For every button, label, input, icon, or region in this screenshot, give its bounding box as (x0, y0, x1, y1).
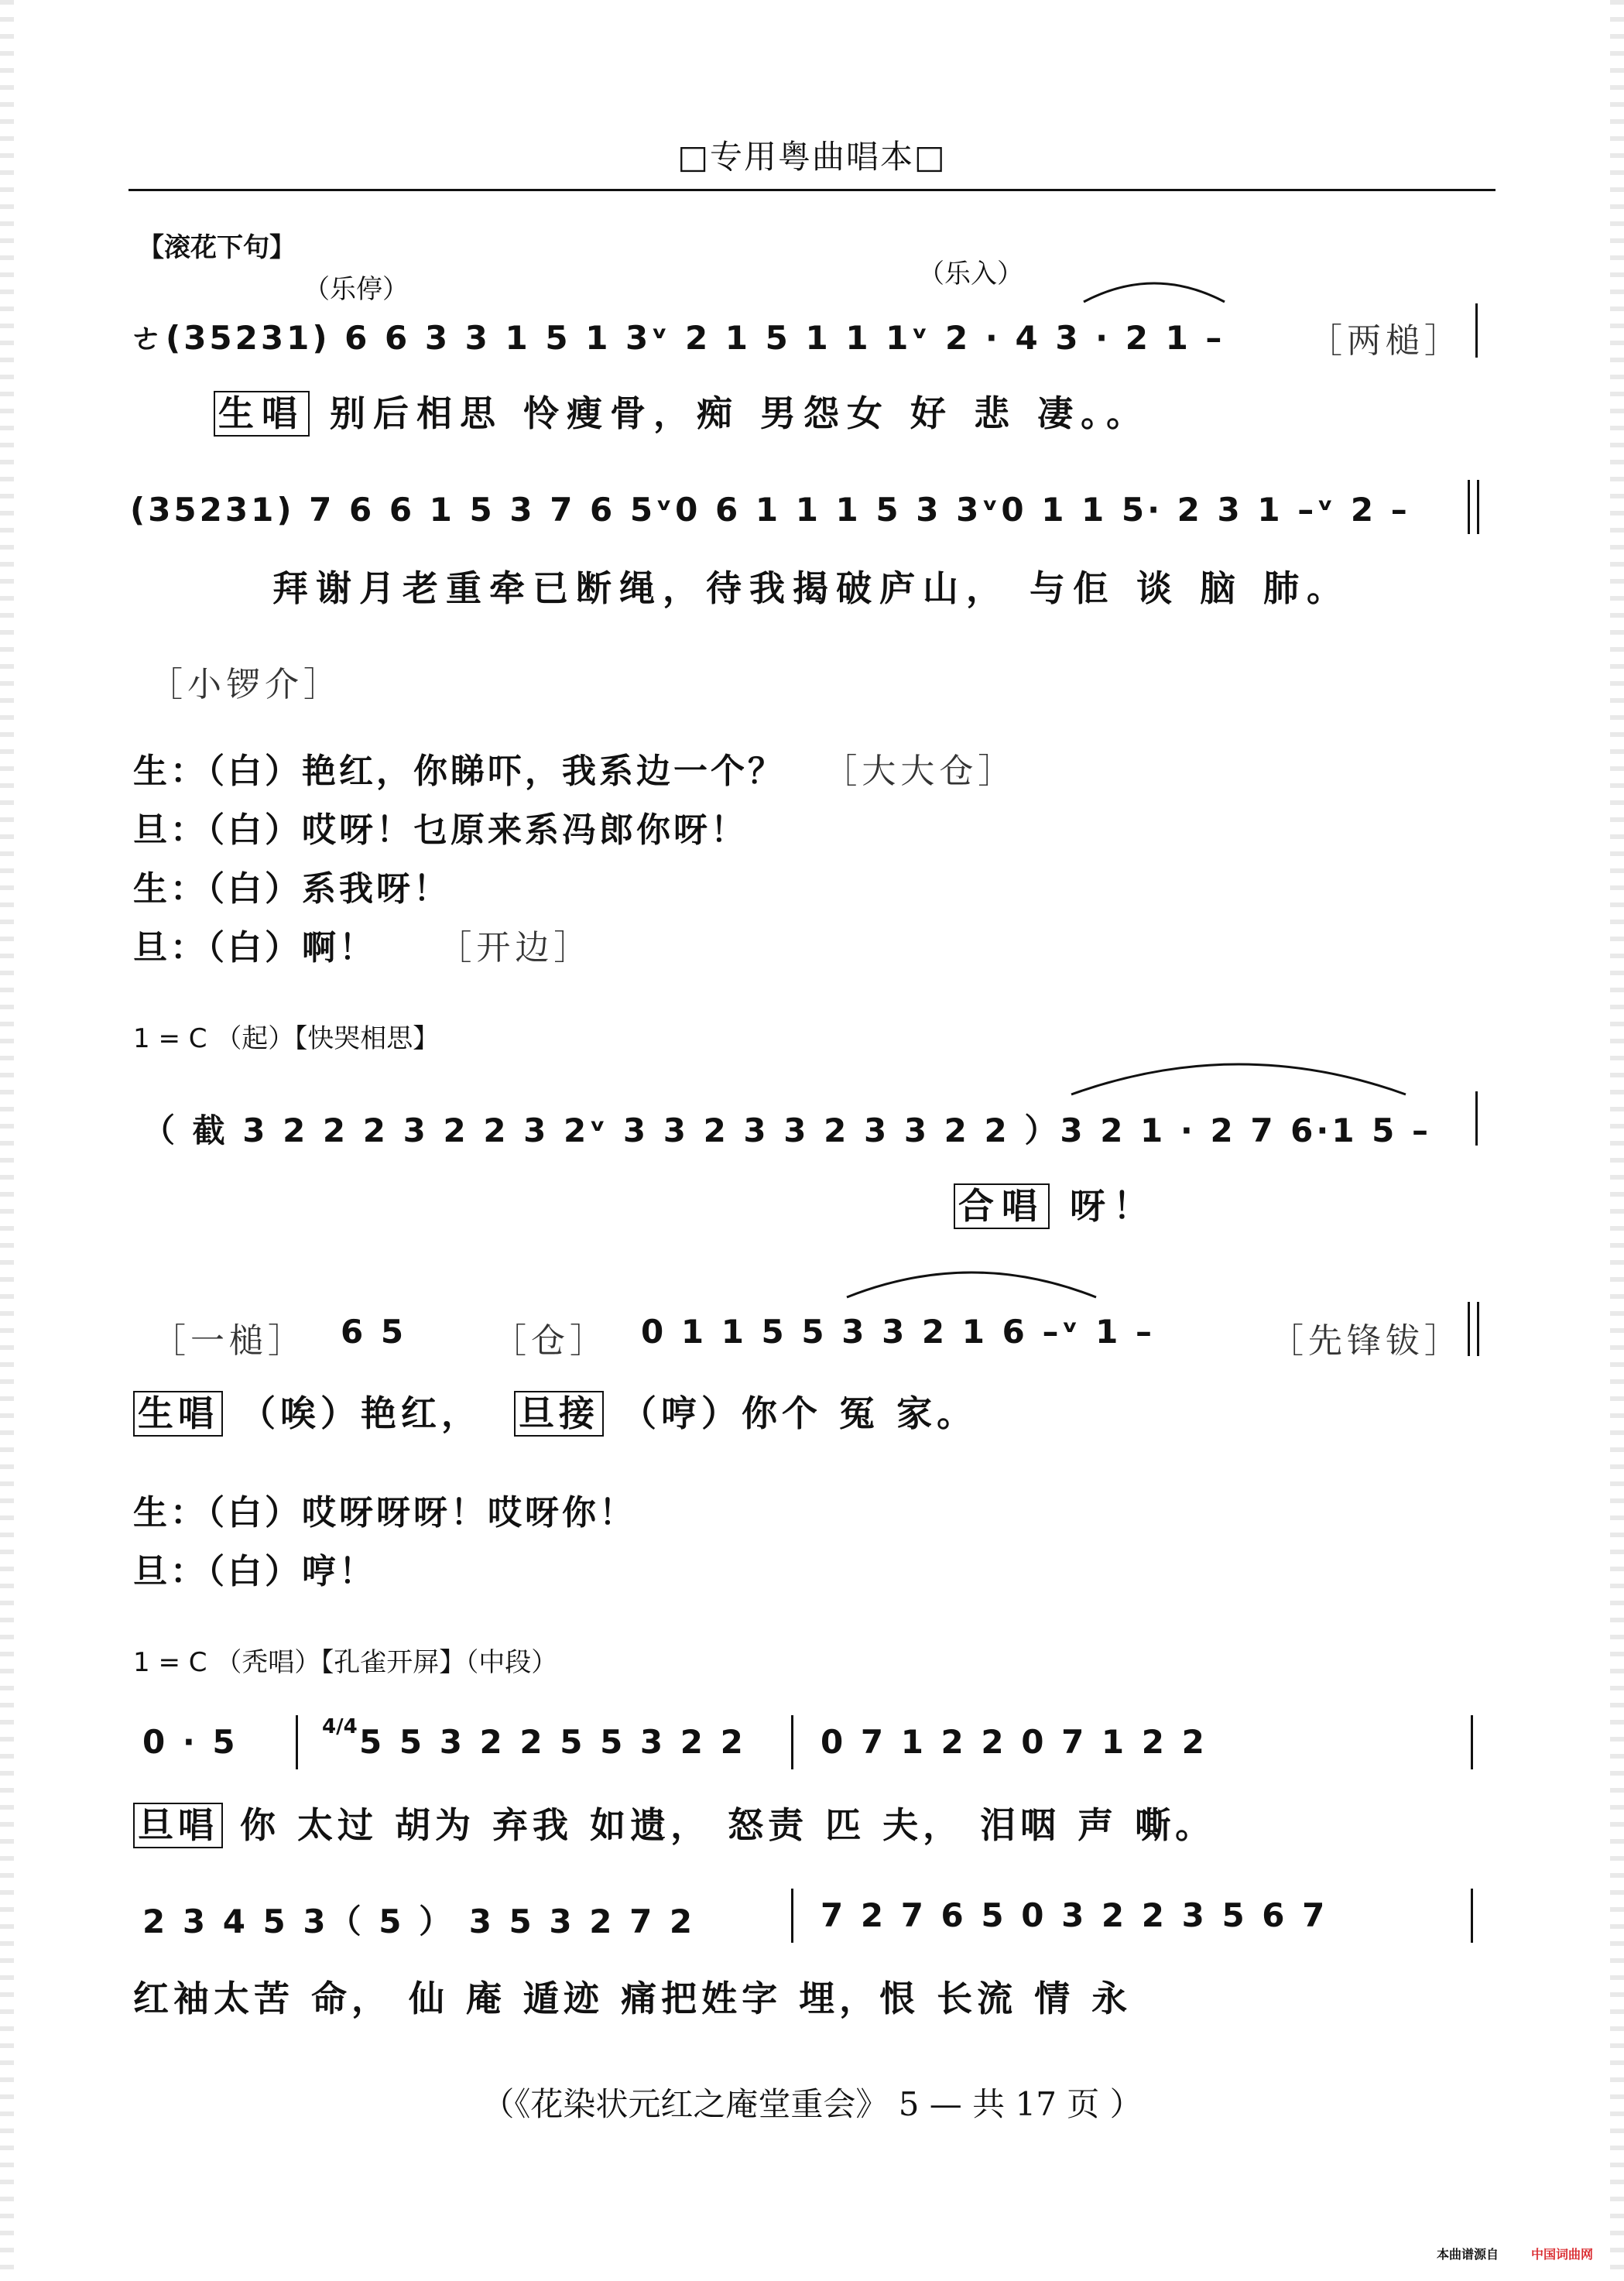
dialogue-text: 生：（白）艳红，你睇吓，我系边一个？ (133, 752, 785, 791)
dialogue-text: 旦：（白）啊！ (133, 928, 376, 968)
jianpu-line-2: (35231) 7 6 6 1 5 3 7 6 5ᵛ0 6 1 1 1 5 3 3ᵛ0 1 1 5· 2 3 1 –ᵛ 2 – (130, 491, 1410, 529)
time-signature: 4/4 (322, 1715, 358, 1738)
percussion-liangchui: ［两槌］ (1308, 321, 1463, 361)
jianpu-notes: 0 · 5 (142, 1723, 238, 1761)
annotation-music-enter: （乐入） (918, 259, 1023, 289)
jianpu-line-3: （ 截 3 2 2 2 3 2 2 3 2ᵛ 3 3 2 3 3 2 3 3 2 2 ）3 2 1 · 2 7 6·1 5 – (142, 1111, 1432, 1149)
slur-arc (1068, 1050, 1409, 1096)
percussion-xianfengbo: ［先锋钹］ (1269, 1321, 1463, 1361)
barline (1475, 303, 1478, 358)
jianpu-notes: 5 5 3 2 2 5 5 3 2 2 (359, 1723, 746, 1761)
lyric-line-6: 红袖太苦 命， 仙 庵 遁迹 痛把姓字 埋，恨 长流 情 永 (133, 1978, 1132, 2019)
lyric-text: 呀！ (1070, 1185, 1157, 1227)
jianpu-notes: 6 5 (341, 1313, 407, 1351)
jianpu-notes: 7 2 7 6 5 0 3 2 2 3 5 6 7 (821, 1896, 1328, 1934)
dialogue-line: 生：（白）哎呀呀呀！哎呀你！ (133, 1493, 636, 1533)
jianpu-notes: 0 7 1 2 2 0 7 1 2 2 (821, 1723, 1208, 1761)
barline (1471, 1889, 1473, 1943)
dialogue-line (133, 743, 1016, 793)
percussion-kaibian: ［开边］ (437, 928, 593, 968)
role-label-sheng-sing: 生唱 (133, 1391, 223, 1437)
lyric-line-3 (954, 1178, 1156, 1229)
lyric-text: 你 太过 胡为 弃我 如遗， 怒责 匹 夫， 泪咽 声 嘶。 (240, 1804, 1216, 1846)
lyric-text: 别后相思 怜瘦骨，痴 男怨女 好 悲 凄。。 (330, 392, 1150, 434)
double-barline (1468, 1302, 1479, 1356)
source-note: 本曲谱源自 (1437, 2247, 1499, 2262)
section-title-kongque: 1 = C （秃唱）【孔雀开屏】（中段） (133, 1647, 558, 1678)
left-edge-decoration (0, 0, 14, 2281)
barline (296, 1715, 298, 1769)
barline (1475, 1091, 1478, 1146)
section-title-kuaiku: 1 = C （起）【快哭相思】 (133, 1023, 440, 1054)
site-link[interactable]: 中国词曲网 (1531, 2247, 1594, 2262)
role-label-chorus: 合唱 (954, 1183, 1050, 1229)
dialogue-line (133, 920, 592, 969)
barline (791, 1889, 793, 1943)
double-barline (1468, 480, 1479, 534)
annotation-music-stop: （乐停） (303, 274, 409, 305)
right-edge-decoration (1610, 0, 1624, 2281)
section-title-gunhua: 【滚花下句】 (138, 232, 296, 263)
slur-arc (844, 1260, 1099, 1299)
jianpu-line-1: ㄜ(35231) 6 6 3 3 1 5 1 3ᵛ 2 1 5 1 1 1ᵛ 2 · 4 3 · 2 1 – (130, 319, 1225, 357)
percussion-xiaoluojie: ［小锣介］ (149, 665, 342, 704)
percussion-dadacang: ［大大仓］ (823, 752, 1017, 791)
role-label-sheng-sing: 生唱 (214, 391, 310, 437)
barline (1471, 1715, 1473, 1769)
dialogue-line: 生：（白）系我呀！ (133, 869, 451, 909)
lyric-text: （哼）你个 冤 家。 (621, 1392, 978, 1434)
dialogue-line: 旦：（白）哎呀！乜原来系冯郎你呀！ (133, 810, 748, 850)
lyric-line-2: 拜谢月老重牵已断绳，待我揭破庐山， 与佢 谈 脑 肺。 (272, 567, 1351, 609)
percussion-yichui: ［一槌］ (152, 1321, 307, 1361)
page-header: □专用粤曲唱本□ (677, 138, 947, 176)
barline (791, 1715, 793, 1769)
header-rule (128, 189, 1496, 191)
lyric-text: （唉）艳红， (240, 1392, 482, 1434)
jianpu-line-4: 0 1 1 5 5 3 3 2 1 6 –ᵛ 1 – (641, 1313, 1155, 1351)
role-label-dan-sing: 旦唱 (133, 1803, 223, 1848)
lyric-line-5 (133, 1797, 1215, 1848)
role-label-dan-join: 旦接 (514, 1391, 604, 1437)
percussion-cang: ［仓］ (492, 1321, 608, 1361)
page-footer: （《花染状元红之庵堂重会》 5 — 共 17 页 ） (481, 2085, 1143, 2123)
jianpu-notes: 2 3 4 5 3（ 5 ） 3 5 3 2 7 2 (142, 1903, 696, 1940)
lyric-line-4 (133, 1385, 977, 1437)
slur-arc (1081, 272, 1228, 303)
lyric-line-1 (214, 385, 1149, 437)
dialogue-line: 旦：（白）哼！ (133, 1552, 376, 1591)
